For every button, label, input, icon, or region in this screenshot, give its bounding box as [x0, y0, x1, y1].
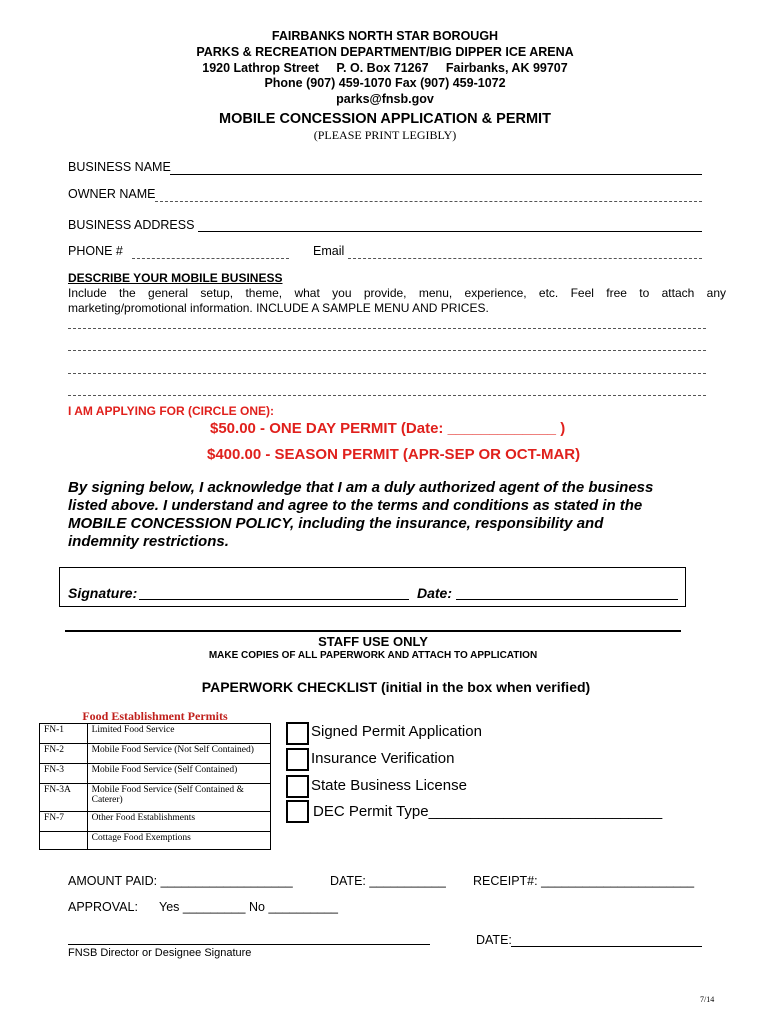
- food-permits-table: [39, 723, 271, 850]
- permit-code: FN-3A: [40, 784, 88, 812]
- acknowledgement-text: [68, 479, 653, 551]
- org-name: FAIRBANKS NORTH STAR BOROUGH: [271, 29, 499, 43]
- page-code: 7/14: [700, 995, 715, 1004]
- permit-code: FN-2: [40, 744, 88, 764]
- table-row: [40, 784, 271, 812]
- page-title: MOBILE CONCESSION APPLICATION & PERMIT: [219, 111, 551, 127]
- dec-permit-label: DEC Permit Type____________________________: [313, 803, 663, 820]
- page-subtitle: (PLEASE PRINT LEGIBLY): [313, 128, 457, 142]
- payment-date-field[interactable]: DATE: ___________: [330, 874, 446, 888]
- permit-code: FN-3: [40, 764, 88, 784]
- table-row: [40, 744, 271, 764]
- permit-code: FN-1: [40, 724, 88, 744]
- email-line: [348, 258, 702, 259]
- business-name-label: BUSINESS NAME: [68, 160, 171, 174]
- permit-desc: Mobile Food Service (Self Contained): [87, 764, 270, 784]
- table-row: [40, 812, 271, 832]
- business-address-line: [198, 231, 702, 232]
- describe-instructions-1: Include the general setup, theme, what you provide, menu, experience, etc. Feel free to attach any: [68, 286, 726, 300]
- director-signature-label: FNSB Director or Designee Signature: [68, 947, 252, 959]
- receipt-field[interactable]: RECEIPT#: ______________________: [473, 874, 695, 888]
- checklist-title: PAPERWORK CHECKLIST (initial in the box when verified): [201, 679, 591, 695]
- amount-paid-field[interactable]: AMOUNT PAID: ___________________: [68, 874, 293, 888]
- staff-divider: [65, 630, 681, 632]
- owner-name-label: OWNER NAME: [68, 187, 156, 201]
- season-permit-option[interactable]: $400.00 - SEASON PERMIT (APR-SEP OR OCT-MAR): [207, 446, 581, 463]
- table-row: [40, 832, 271, 850]
- org-email: parks@fnsb.gov: [336, 92, 434, 106]
- director-date-line: [511, 946, 702, 947]
- director-date-input[interactable]: [513, 931, 700, 945]
- permit-desc: Mobile Food Service (Not Self Contained): [87, 744, 270, 764]
- approval-no-field[interactable]: No __________: [249, 900, 338, 914]
- insurance-checkbox[interactable]: [286, 748, 309, 771]
- approval-label: APPROVAL:: [68, 900, 138, 914]
- email-label: Email: [313, 244, 345, 258]
- signed-permit-checkbox[interactable]: [286, 722, 309, 745]
- dec-permit-checkbox[interactable]: [286, 800, 309, 823]
- acknowledgement-line-1: By signing below, I acknowledge that I am a duly authorized agent of the business: [68, 479, 654, 496]
- phone-input[interactable]: [134, 243, 287, 257]
- phone-line: [132, 258, 289, 259]
- phone-label: PHONE #: [68, 244, 123, 258]
- describe-heading: DESCRIBE YOUR MOBILE BUSINESS: [68, 271, 283, 285]
- permit-footer: Cottage Food Exemptions: [87, 832, 270, 850]
- signature-line: [139, 599, 409, 600]
- director-date-label: DATE:: [476, 933, 512, 947]
- business-address-input[interactable]: [200, 216, 700, 230]
- one-day-permit-option[interactable]: $50.00 - ONE DAY PERMIT (Date: _____________ ): [210, 420, 566, 437]
- signed-permit-label: Signed Permit Application: [311, 723, 482, 740]
- staff-use-title: STAFF USE ONLY: [318, 634, 428, 649]
- table-row: [40, 724, 271, 744]
- department-name: PARKS & RECREATION DEPARTMENT/BIG DIPPER ICE ARENA: [196, 45, 574, 59]
- table-row: [40, 764, 271, 784]
- email-input[interactable]: [350, 243, 700, 257]
- owner-name-line: [155, 201, 702, 202]
- permit-code: FN-7: [40, 812, 88, 832]
- acknowledgement-line-2: listed above. I understand and agree to the terms and conditions as stated in the: [68, 497, 643, 514]
- director-signature-line: [68, 944, 430, 945]
- describe-textarea[interactable]: [68, 316, 706, 396]
- signature-label: Signature:: [68, 585, 138, 601]
- business-license-label: State Business License: [311, 777, 467, 794]
- permit-desc: Other Food Establishments: [87, 812, 270, 832]
- food-permits-heading: Food Establishment Permits: [82, 709, 228, 723]
- business-name-line: [170, 174, 702, 175]
- staff-note: MAKE COPIES OF ALL PAPERWORK AND ATTACH TO APPLICATION: [208, 650, 538, 661]
- org-phone: Phone (907) 459-1070 Fax (907) 459-1072: [264, 76, 506, 90]
- describe-instructions-2: marketing/promotional information. INCLUDE A SAMPLE MENU AND PRICES.: [68, 301, 489, 315]
- acknowledgement-line-3: MOBILE CONCESSION POLICY, including the insurance, responsibility and: [68, 515, 604, 532]
- permit-desc: Limited Food Service: [87, 724, 270, 744]
- business-name-input[interactable]: [172, 159, 700, 173]
- org-address: 1920 Lathrop Street P. O. Box 71267 Fairbanks, AK 99707: [202, 61, 568, 75]
- director-signature-input[interactable]: [70, 928, 428, 942]
- acknowledgement-line-4: indemnity restrictions.: [68, 533, 229, 550]
- applying-label: I AM APPLYING FOR (CIRCLE ONE):: [68, 404, 275, 418]
- business-address-label: BUSINESS ADDRESS: [68, 218, 195, 232]
- signature-input[interactable]: [141, 583, 407, 597]
- approval-yes-field[interactable]: Yes _________: [159, 900, 246, 914]
- signature-date-line: [456, 599, 678, 600]
- insurance-label: Insurance Verification: [311, 750, 455, 767]
- signature-date-label: Date:: [417, 585, 453, 601]
- owner-name-input[interactable]: [157, 186, 700, 200]
- signature-date-input[interactable]: [458, 583, 676, 597]
- business-license-checkbox[interactable]: [286, 775, 309, 798]
- permit-desc: Mobile Food Service (Self Contained & Caterer): [87, 784, 270, 812]
